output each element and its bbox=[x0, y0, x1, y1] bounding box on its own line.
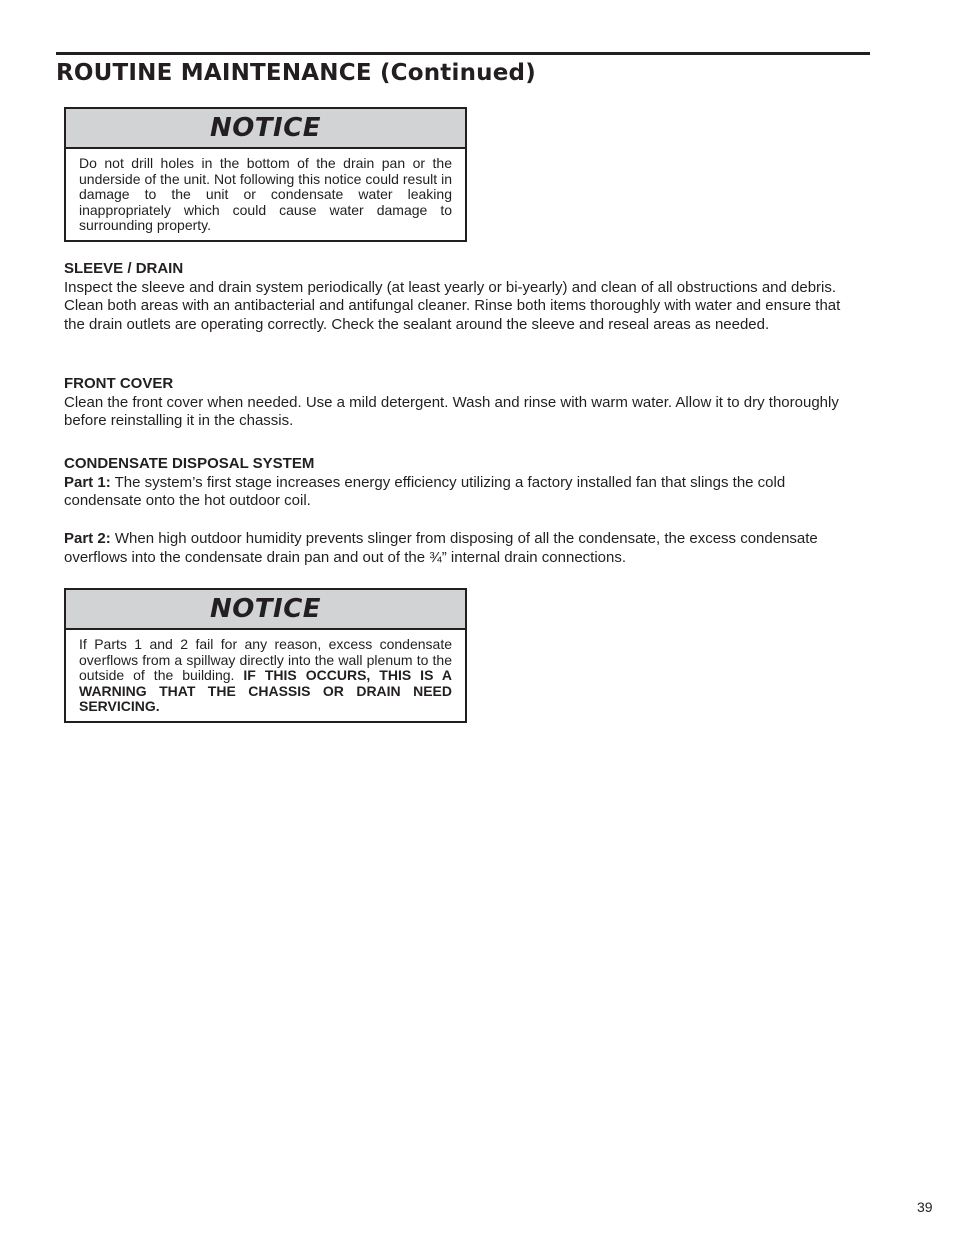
front-cover-text: Clean the front cover when needed. Use a mild detergent. Wash and rinse with warm water. Allow it to dry thoroughly before reinstalling it in the chassis. bbox=[64, 393, 839, 430]
notice-text: Do not drill holes in the bottom of the drain pan or the underside of the unit. Not following this notice could result in damage to the unit or condensate water leaking inappropriately which could cause water damage to surrounding property. bbox=[79, 155, 452, 234]
condensate-section bbox=[64, 455, 854, 567]
part2-text: When high outdoor humidity prevents slinger from disposing of all the condensate, the excess condensate overflows into the condensate drain pan and out of the ¾” internal drain connections. bbox=[64, 529, 818, 566]
condensate-part2 bbox=[64, 530, 854, 567]
front-cover-heading: FRONT COVER bbox=[64, 375, 174, 392]
sleeve-drain-text: Inspect the sleeve and drain system periodically (at least yearly or bi-yearly) and clean of all obstructions and debris. Clean both areas with an antibacterial and antifungal cleaner. Rinse both items thoroughly with water and ensure that the drain outlets are operating correctly. Check the sealant around the sleeve and reseal areas as needed. bbox=[64, 278, 841, 334]
condensate-heading: CONDENSATE DISPOSAL SYSTEM bbox=[64, 455, 315, 472]
notice-box-spillway bbox=[64, 588, 467, 723]
notice-box-drain-pan bbox=[64, 107, 467, 242]
title-rule bbox=[56, 52, 870, 55]
part2-label: Part 2: bbox=[64, 529, 111, 547]
page-number: 39 bbox=[917, 1199, 933, 1215]
sleeve-drain-heading: SLEEVE / DRAIN bbox=[64, 260, 184, 277]
notice-heading: NOTICE bbox=[66, 590, 465, 630]
notice-heading: NOTICE bbox=[66, 109, 465, 149]
page-title: ROUTINE MAINTENANCE (Continued) bbox=[56, 60, 536, 86]
part1-text: The system’s first stage increases energy efficiency utilizing a factory installed fan that slings the cold condensate onto the hot outdoor coil. bbox=[64, 473, 786, 510]
sleeve-drain-section bbox=[64, 260, 854, 335]
notice-warning-text: IF THIS OCCURS, THIS IS A WARNING THAT THE CHASSIS OR DRAIN NEED SERVICING. bbox=[79, 667, 452, 715]
front-cover-section bbox=[64, 375, 854, 431]
part1-label: Part 1: bbox=[64, 473, 111, 491]
notice-plain-text: If Parts 1 and 2 fail for any reason, excess condensate overflows from a spillway directly into the wall plenum to the outside of the building. bbox=[79, 636, 452, 684]
condensate-part1 bbox=[64, 474, 854, 511]
notice-text bbox=[66, 630, 465, 715]
